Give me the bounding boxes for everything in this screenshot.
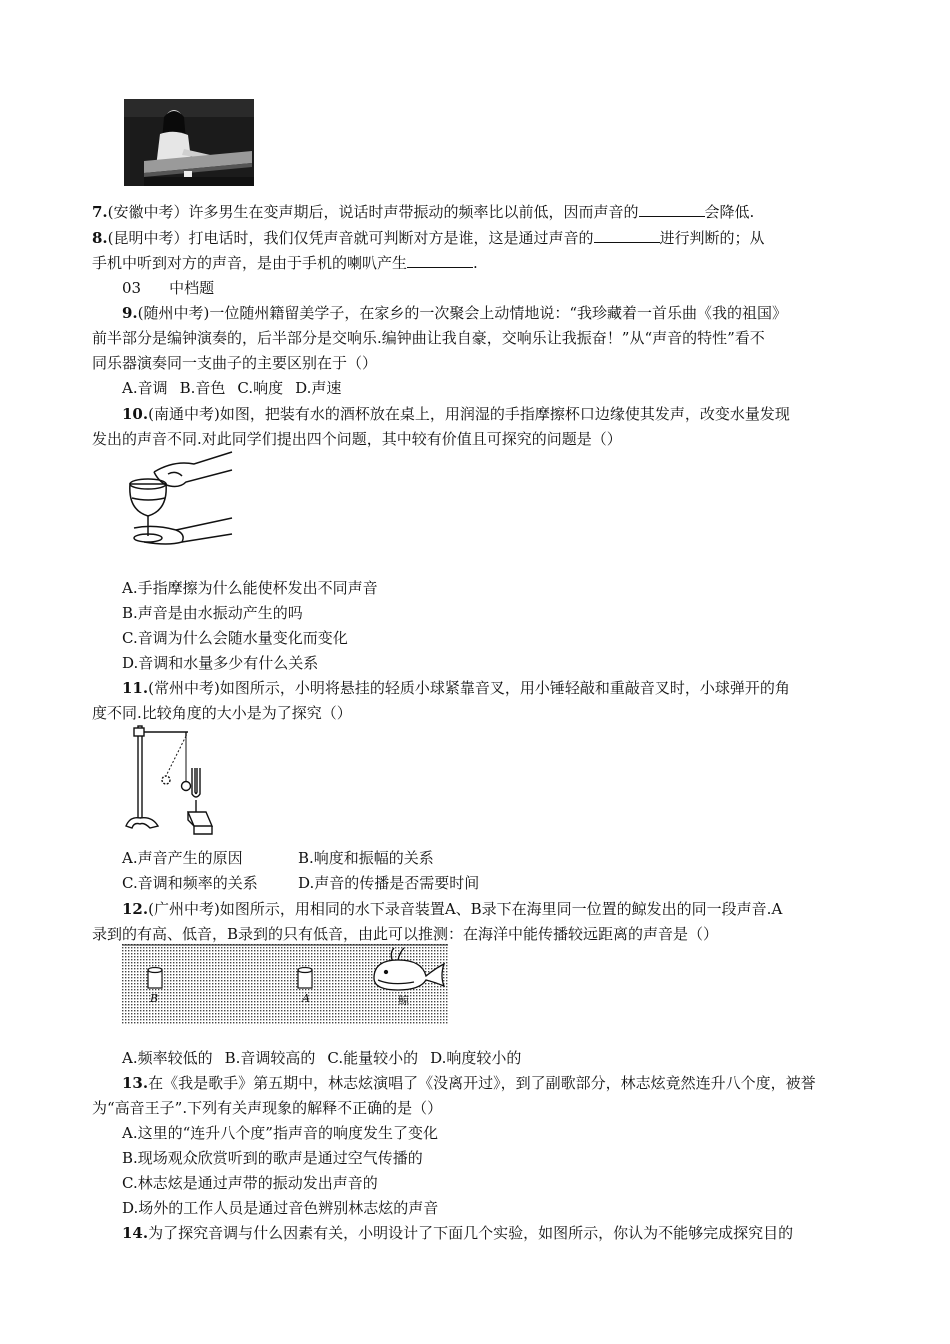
section-header [122, 276, 902, 300]
question-7 [92, 200, 872, 224]
wine-glass-figure [124, 450, 234, 550]
option-c[interactable]: C.音调和频率的关系 [122, 874, 258, 892]
answer-blank[interactable] [594, 227, 660, 243]
question-text: 录到的有高、低音，B录到的只有低音，由此可以推测：在海洋中能传播较远距离的声音是（） [92, 925, 719, 943]
question-14-line-1 [122, 1221, 902, 1245]
question-13-line-2 [92, 1096, 872, 1120]
question-text: . [473, 254, 478, 272]
question-text: 前半部分是编钟演奏的，后半部分是交响乐.编钟曲让我自豪，交响乐让我振奋！”从“声音的特性”看不 [92, 329, 765, 347]
option-d[interactable]: D.场外的工作人员是通过音色辨别林志炫的声音 [122, 1199, 439, 1217]
question-10-line-2 [92, 427, 872, 451]
option-d[interactable]: D.音调和水量多少有什么关系 [122, 654, 319, 672]
question-number: 10. [122, 405, 149, 423]
question-number: 12. [122, 900, 149, 918]
answer-blank[interactable] [639, 201, 705, 217]
question-9-line-3 [92, 351, 872, 375]
question-11-options-row-2 [122, 871, 902, 895]
option-b[interactable]: B.响度和振幅的关系 [298, 849, 434, 867]
option-b[interactable]: B.声音是由水振动产生的吗 [122, 604, 303, 622]
question-text: 会降低. [704, 203, 755, 221]
question-12-line-2 [92, 922, 872, 946]
question-number: 14. [122, 1224, 149, 1242]
question-number: 9. [122, 304, 138, 322]
question-text: 手机中听到对方的声音，是由于手机的喇叭产生 [92, 254, 408, 272]
question-9-line-1 [122, 301, 902, 325]
section-number: 03 [122, 279, 142, 297]
option-d[interactable]: D.声音的传播是否需要时间 [298, 874, 480, 892]
question-text: (广州中考)如图所示，用相同的水下录音装置A、B录下在海里同一位置的鲸发出的同一段声音.A [148, 900, 783, 918]
question-number: 7. [92, 203, 108, 221]
question-text: 进行判断的；从 [659, 229, 765, 247]
label-whale: 鲸 [398, 994, 409, 1007]
label-b: B [150, 992, 159, 1005]
option-c[interactable]: C.能量较小的 [327, 1049, 419, 1067]
question-text: 为了探究音调与什么因素有关，小明设计了下面几个实验，如图所示，你认为不能够完成探究目的 [148, 1224, 794, 1242]
option-c[interactable]: C.林志炫是通过声带的振动发出声音的 [122, 1174, 378, 1192]
question-number: 11. [122, 679, 149, 697]
option-a[interactable]: A.音调 [122, 379, 168, 397]
tuning-fork-figure [120, 722, 220, 840]
question-12-options [122, 1046, 902, 1070]
question-text: 为“高音王子”.下列有关声现象的解释不正确的是（） [92, 1099, 443, 1117]
question-10-line-1 [122, 402, 902, 426]
section-title: 中档题 [169, 279, 215, 297]
guzheng-photo [124, 99, 254, 186]
question-text: (昆明中考）打电话时，我们仅凭声音就可判断对方是谁，这是通过声音的 [107, 229, 594, 247]
answer-blank[interactable] [407, 252, 473, 268]
question-number: 8. [92, 229, 108, 247]
label-a: A [302, 992, 310, 1005]
question-text: 度不同.比较角度的大小是为了探究（） [92, 704, 352, 722]
question-8-line-1 [92, 226, 872, 250]
question-8-line-2 [92, 251, 872, 275]
question-12-line-1 [122, 897, 902, 921]
option-b[interactable]: B.现场观众欣赏听到的歌声是通过空气传播的 [122, 1149, 423, 1167]
option-a[interactable]: A.手指摩擦为什么能使杯发出不同声音 [122, 579, 378, 597]
recorder-b [148, 968, 162, 989]
option-b[interactable]: B.音调较高的 [224, 1049, 316, 1067]
question-text: 在《我是歌手》第五期中，林志炫演唱了《没离开过》，到了副歌部分，林志炫竟然连升八个度，被誉 [148, 1074, 816, 1092]
option-d[interactable]: D.声速 [295, 379, 342, 397]
option-d[interactable]: D.响度较小的 [430, 1049, 522, 1067]
option-a[interactable]: A.声音产生的原因 [122, 849, 243, 867]
ocean-recorder-figure [122, 944, 448, 1024]
question-number: 13. [122, 1074, 149, 1092]
question-9-line-2 [92, 326, 872, 350]
recorder-a [298, 968, 312, 989]
option-a[interactable]: A.这里的“连升八个度”指声音的响度发生了变化 [122, 1124, 438, 1142]
question-text: 发出的声音不同.对此同学们提出四个问题，其中较有价值且可探究的问题是（） [92, 430, 622, 448]
option-c[interactable]: C.响度 [237, 379, 284, 397]
option-b[interactable]: B.音色 [179, 379, 226, 397]
question-text: (随州中考)一位随州籍留美学子，在家乡的一次聚会上动情地说：“我珍藏着一首乐曲《我的祖国》 [137, 304, 788, 322]
option-a[interactable]: A.频率较低的 [122, 1049, 213, 1067]
question-11-options-row-1 [122, 846, 902, 870]
question-text: 同乐器演奏同一支曲子的主要区别在于（） [92, 354, 378, 372]
question-text: (南通中考)如图，把装有水的酒杯放在桌上，用润湿的手指摩擦杯口边缘使其发声，改变水量发现 [148, 405, 790, 423]
question-11-line-1 [122, 676, 902, 700]
question-9-options [122, 376, 902, 400]
question-text: (安徽中考）许多男生在变声期后，说话时声带振动的频率比以前低，因而声音的 [107, 203, 639, 221]
question-text: (常州中考)如图所示，小明将悬挂的轻质小球紧靠音叉，用小锤轻敲和重敲音叉时，小球弹开的角 [148, 679, 790, 697]
option-c[interactable]: C.音调为什么会随水量变化而变化 [122, 629, 348, 647]
question-13-line-1 [122, 1071, 902, 1095]
